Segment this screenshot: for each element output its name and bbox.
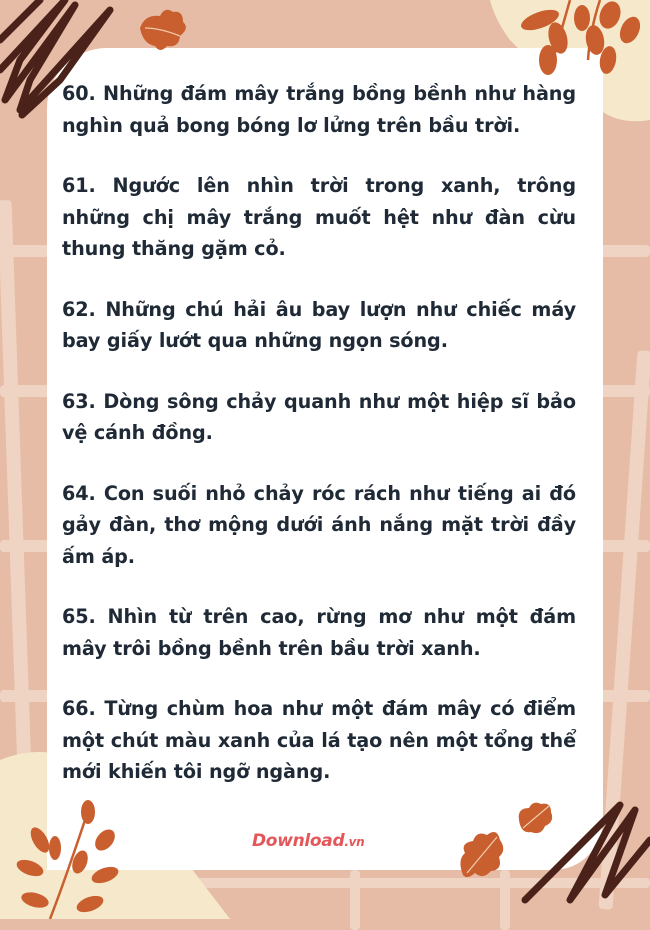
- watermark-name: Download: [252, 831, 345, 851]
- grid-line: [0, 200, 32, 800]
- scribble-icon: [520, 800, 650, 919]
- leaf-icon: [135, 6, 190, 54]
- list-item: 60. Những đám mây trắng bồng bềnh như hàng nghìn quả bong bóng lơ lửng trên bầu trời.: [62, 82, 576, 137]
- list-item: 63. Dòng sông chảy quanh như một hiệp sĩ bảo vệ cánh đồng.: [62, 389, 576, 444]
- grid-line: [350, 870, 360, 930]
- leaf-icon: [455, 825, 510, 880]
- branch-icon: [10, 800, 120, 919]
- branch-icon: [490, 0, 650, 80]
- list-item: 66. Từng chùm hoa như một đám mây có điểm một chút màu xanh của lá tạo nên một tổng thể mới khiến tôi ngỡ ngàng.: [62, 697, 576, 783]
- document-body: [62, 78, 576, 817]
- list-item: 62. Những chú hải âu bay lượn như chiếc máy bay giấy lướt qua những ngọn sóng.: [62, 297, 576, 352]
- watermark-logo: [252, 831, 364, 851]
- list-item: 61. Ngước lên nhìn trời trong xanh, trông những chị mây trắng muốt hệt như đàn cừu thung thăng gặm cỏ.: [62, 174, 576, 260]
- list-item: 64. Con suối nhỏ chảy róc rách như tiếng ai đó gảy đàn, thơ mộng dưới ánh nắng mặt trời đầy ấm áp.: [62, 481, 576, 568]
- list-item: 65. Nhìn từ trên cao, rừng mơ như một đám mây trôi bồng bềnh trên bầu trời xanh.: [62, 605, 576, 660]
- watermark-tld: .vn: [344, 835, 365, 849]
